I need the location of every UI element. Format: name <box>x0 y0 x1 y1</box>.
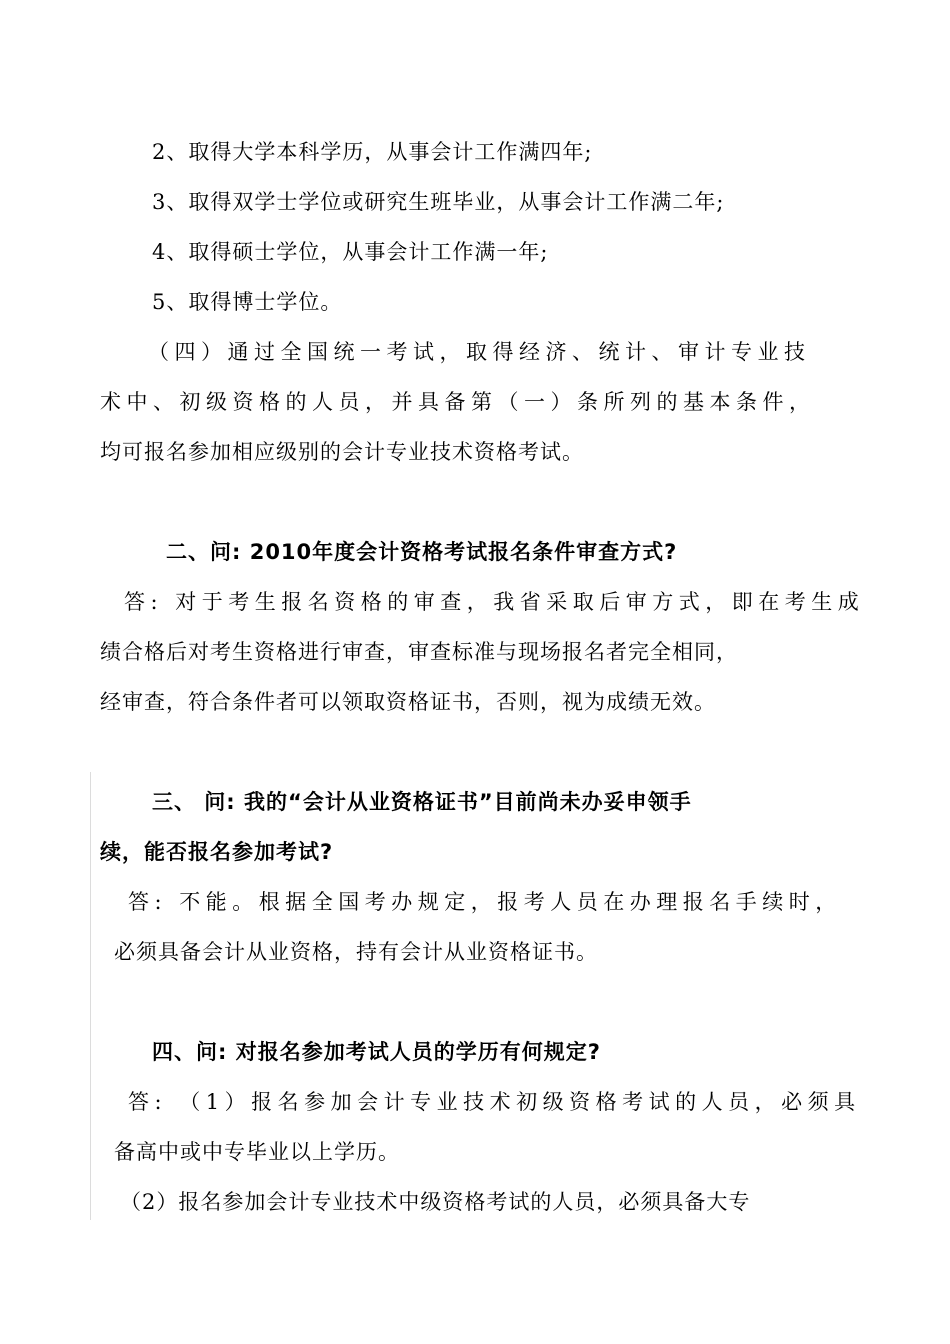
question-2: 二、问: 2010年度会计资格考试报名条件审查方式? <box>166 540 678 564</box>
answer-4-line-2: 备高中或中专毕业以上学历。 <box>114 1140 400 1164</box>
question-3-line-2: 续，能否报名参加考试? <box>100 840 334 864</box>
answer-3-line-2: 必须具备会计从业资格，持有会计从业资格证书。 <box>114 940 598 964</box>
answer-2-line-3: 经审查，符合条件者可以领取资格证书，否则，视为成绩无效。 <box>100 690 716 714</box>
paragraph-4-line-1: （四）通过全国统一考试，取得经济、统计、审计专业技 <box>148 340 811 364</box>
condition-3: 3、取得双学士学位或研究生班毕业，从事会计工作满二年; <box>152 190 725 214</box>
question-4: 四、问: 对报名参加考试人员的学历有何规定? <box>152 1040 601 1064</box>
paragraph-4-line-2: 术中、初级资格的人员，并具备第（一）条所列的基本条件， <box>100 390 816 414</box>
question-3-line-1: 三、 问: 我的“会计从业资格证书”目前尚未办妥申领手 <box>152 790 692 814</box>
condition-2: 2、取得大学本科学历，从事会计工作满四年; <box>152 140 593 164</box>
paragraph-4-line-3: 均可报名参加相应级别的会计专业技术资格考试。 <box>100 440 584 464</box>
answer-2-line-1: 答: 对于考生报名资格的审查，我省采取后审方式，即在考生成 <box>124 590 865 614</box>
condition-5: 5、取得博士学位。 <box>152 290 343 314</box>
answer-4-line-3: （2）报名参加会计专业技术中级资格考试的人员，必须具备大专 <box>120 1190 751 1214</box>
answer-3-line-1: 答: 不能。根据全国考办规定，报考人员在办理报名手续时， <box>128 890 842 914</box>
answer-4-line-1: 答: （1）报名参加会计专业技术初级资格考试的人员，必须具 <box>128 1090 861 1114</box>
margin-rule <box>90 772 91 1220</box>
condition-4: 4、取得硕士学位，从事会计工作满一年; <box>152 240 549 264</box>
answer-2-line-2: 绩合格后对考生资格进行审查，审查标准与现场报名者完全相同， <box>100 640 738 664</box>
